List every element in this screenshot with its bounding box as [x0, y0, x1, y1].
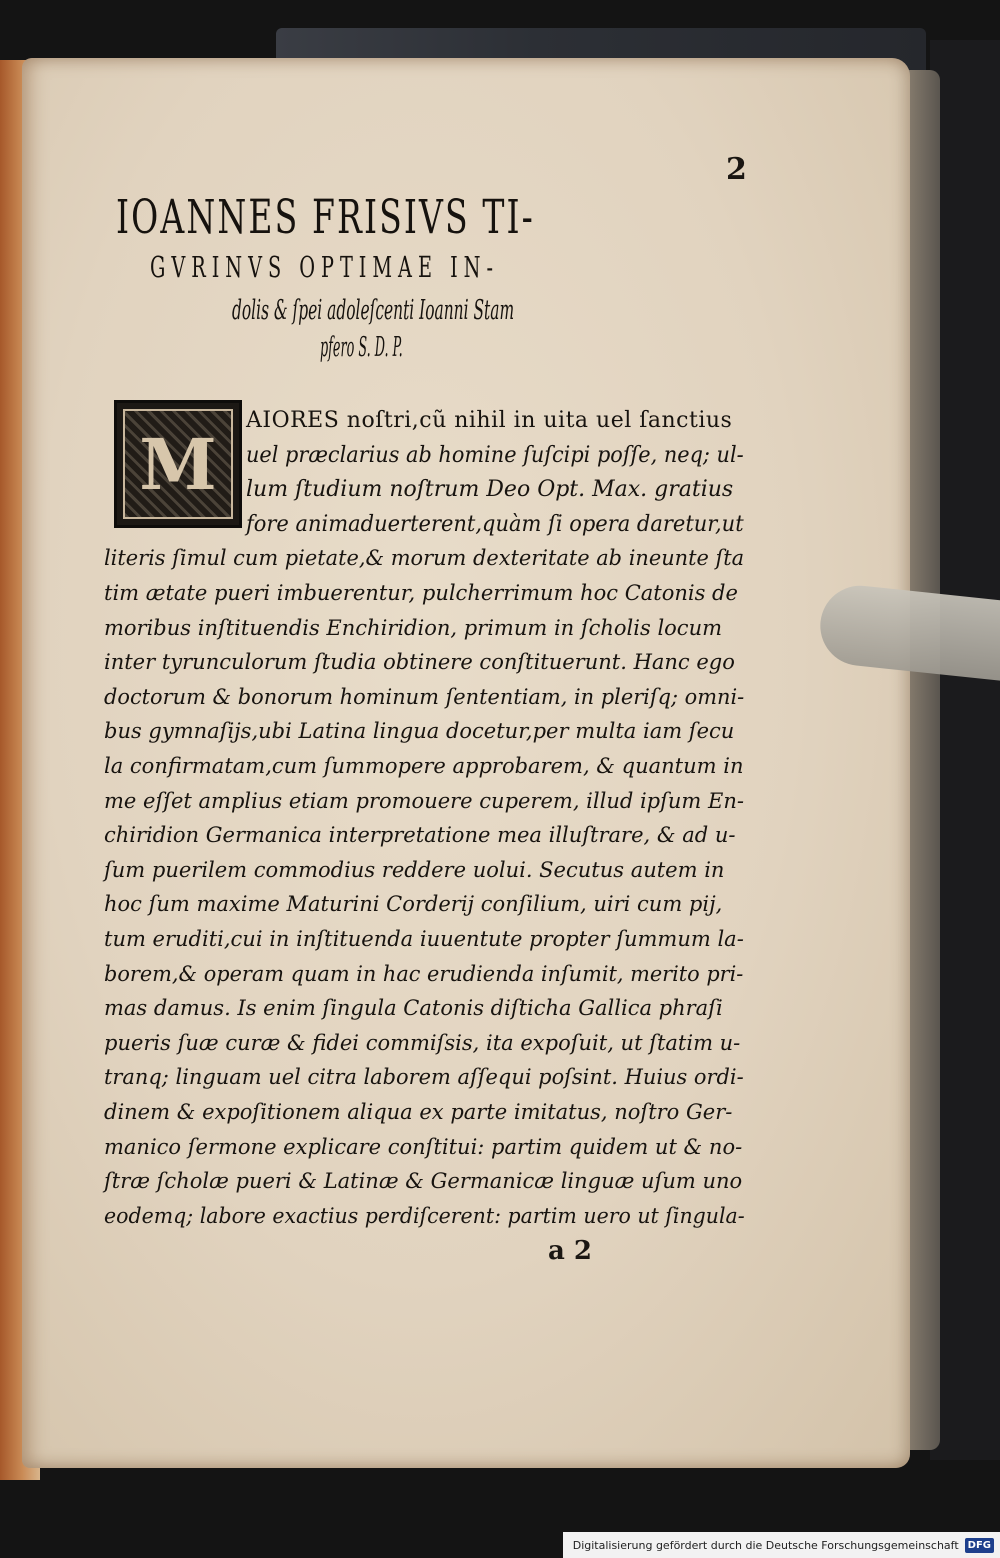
- body-line: tranq; linguam uel citra laborem aſſequi poſsint. Huius ordi-: [104, 1065, 744, 1090]
- heading-line-1: IOANNES FRISIVS TI-: [116, 190, 535, 245]
- heading-line-3: dolis & ſpei adoleſcenti Ioanni Stam: [232, 295, 515, 326]
- body-line: la confirmatam,cum ſummopere approbarem, & quantum in: [104, 754, 744, 778]
- body-line: me eſſet amplius etiam promouere cuperem, illud ipſum En-: [104, 788, 744, 813]
- initial-letter: M: [123, 409, 233, 519]
- body-line: pueris ſuæ curæ & fidei commiſsis, ita expoſuit, ut ſtatim u-: [104, 1030, 741, 1055]
- body-line: bus gymnaſijs,ubi Latina lingua docetur,per multa iam ſecu: [104, 719, 735, 744]
- folio-number: 2: [726, 152, 747, 187]
- credit-bar: [563, 1532, 1000, 1558]
- body-line: ſum puerilem commodius reddere uolui. Secutus autem in: [104, 857, 725, 882]
- body-line: lum ſtudium noſtrum Deo Opt. Max. gratius: [246, 477, 734, 503]
- body-line: inter tyrunculorum ſtudia obtinere conſtituerunt. Hanc ego: [104, 650, 735, 675]
- book-cover-edge: [930, 40, 1000, 1460]
- heading-line-4: pfero S. D. P.: [320, 332, 403, 363]
- body-line: fore animaduerterent,quàm ſi opera daretur,ut: [246, 511, 744, 537]
- body-line: literis ſimul cum pietate,& morum dexteritate ab ineunte ſta: [104, 546, 745, 571]
- body-line: doctorum & bonorum hominum ſententiam, in pleriſq; omni-: [104, 684, 745, 709]
- body-line: tum eruditi,cui in inſtituenda iuuentute propter ſummum la-: [104, 927, 744, 951]
- body-line: manico ſermone explicare conſtitui: partim quidem ut & no-: [104, 1134, 743, 1159]
- body-line: dinem & expoſitionem aliqua ex parte imitatus, noſtro Ger-: [104, 1100, 733, 1124]
- dfg-logo-icon: DFG: [965, 1538, 994, 1553]
- body-line: hoc ſum maxime Maturini Corderij conſilium, uiri cum pij,: [104, 892, 723, 917]
- body-line: mas damus. Is enim ſingula Catonis diſticha Gallica phraſi: [104, 996, 723, 1021]
- body-line: chiridion Germanica interpretatione mea illuſtrare, & ad u-: [104, 823, 736, 848]
- body-line: uel præclarius ab homine ſuſcipi poſſe, neq; ul-: [246, 442, 744, 468]
- decorated-initial: [114, 400, 242, 528]
- body-line: ſtræ ſcholæ pueri & Latinæ & Germanicæ linguæ uſum uno: [104, 1169, 743, 1194]
- body-line: eodemq; labore exactius perdiſcerent: partim uero ut ſingula-: [104, 1203, 745, 1228]
- body-line: AIORES noſtri,cũ nihil in uita uel ſanctius: [246, 408, 733, 433]
- signature-mark: a 2: [548, 1236, 592, 1266]
- body-line: moribus inſtituendis Enchiridion, primum in ſcholis locum: [104, 615, 723, 640]
- body-line: tim ætate pueri imbuerentur, pulcherrimum hoc Catonis de: [104, 581, 738, 605]
- heading-line-2: GVRINVS OPTIMAE IN-: [150, 250, 499, 284]
- credit-text: Digitalisierung gefördert durch die Deutsche Forschungsgemeinschaft: [572, 1538, 959, 1552]
- body-line: borem,& operam quam in hac erudienda inſumit, merito pri-: [104, 961, 744, 986]
